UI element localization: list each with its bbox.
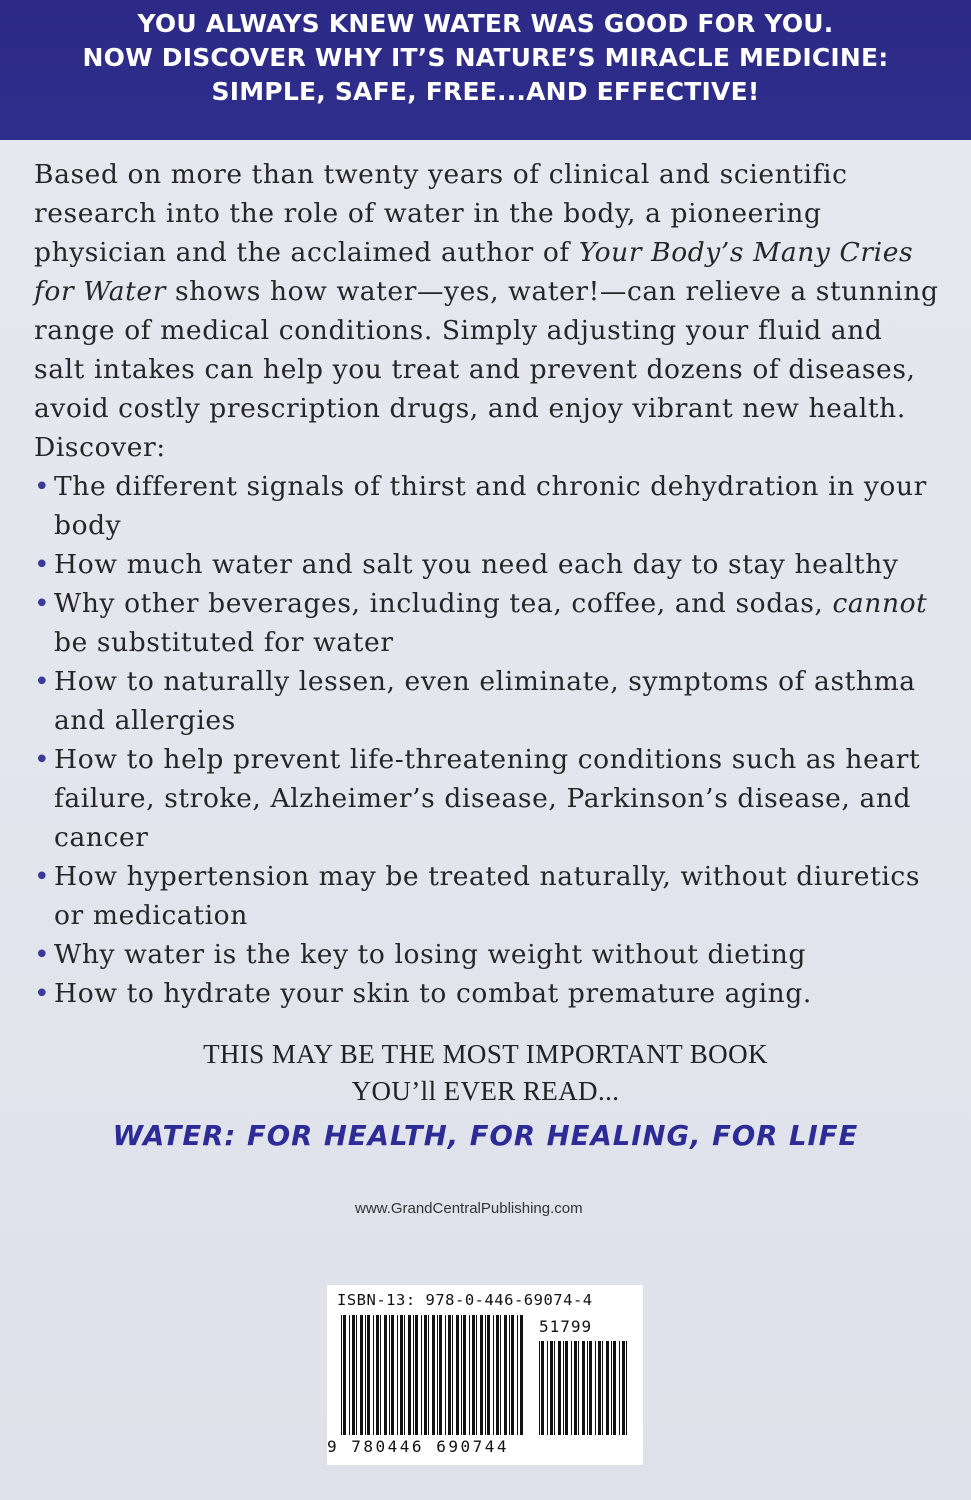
barcode-bar bbox=[408, 1315, 411, 1435]
barcode-bar bbox=[611, 1341, 612, 1435]
barcode-bar bbox=[469, 1315, 470, 1435]
barcode-bar bbox=[587, 1341, 588, 1435]
list-item bbox=[34, 584, 939, 662]
barcode-bar bbox=[520, 1315, 523, 1435]
bullet-icon: • bbox=[34, 861, 51, 892]
barcode-bar bbox=[376, 1315, 379, 1435]
barcode-bar bbox=[343, 1315, 346, 1435]
banner-line-3: SIMPLE, SAFE, FREE...AND EFFECTIVE! bbox=[211, 77, 760, 106]
barcode-bar bbox=[452, 1315, 453, 1435]
barcode-bar bbox=[606, 1341, 609, 1435]
barcode-bar bbox=[622, 1341, 625, 1435]
barcode-bar bbox=[397, 1315, 398, 1435]
price-code: 51799 bbox=[539, 1317, 593, 1336]
bullet-icon: • bbox=[34, 588, 51, 619]
barcode-bar bbox=[487, 1315, 490, 1435]
barcode-bar bbox=[400, 1315, 403, 1435]
list-item-text: be substituted for water bbox=[54, 627, 394, 658]
barcode-bar bbox=[349, 1315, 350, 1435]
header-banner bbox=[0, 0, 971, 140]
barcode-bar bbox=[493, 1315, 494, 1435]
barcode-bar bbox=[589, 1341, 592, 1435]
tagline: WATER: FOR HEALTH, FOR HEALING, FOR LIFE bbox=[112, 1120, 859, 1152]
list-item-text: Why other beverages, including tea, coffee, and sodas, bbox=[54, 588, 833, 619]
barcode-bar bbox=[472, 1315, 475, 1435]
closing-statement bbox=[0, 1036, 971, 1110]
barcode-bar bbox=[582, 1341, 585, 1435]
list-item-text: Why water is the key to losing weight without dieting bbox=[54, 939, 807, 970]
barcode-panel bbox=[327, 1285, 643, 1465]
barcode-bar bbox=[626, 1341, 627, 1435]
barcode-bar bbox=[550, 1341, 553, 1435]
barcode-bar bbox=[365, 1315, 366, 1435]
barcode-bar bbox=[619, 1341, 620, 1435]
barcode-bar bbox=[356, 1315, 357, 1435]
closing-line-2: YOU’ll EVER READ... bbox=[351, 1076, 620, 1106]
barcode-bar bbox=[461, 1315, 462, 1435]
price-barcode-bars bbox=[539, 1341, 627, 1435]
bullet-icon: • bbox=[34, 549, 51, 580]
list-item bbox=[34, 857, 939, 935]
list-item-text: How to hydrate your skin to combat premature aging. bbox=[54, 978, 812, 1009]
book-title-reference: Your Body’s Many Cries for Water bbox=[34, 237, 914, 307]
barcode-bar bbox=[554, 1341, 555, 1435]
barcode-bar bbox=[509, 1315, 510, 1435]
barcode-bar bbox=[485, 1315, 486, 1435]
list-item-text: How hypertension may be treated naturally, without diuretics or medication bbox=[54, 861, 921, 931]
ean-barcode-bars bbox=[341, 1315, 523, 1435]
intro-text-2: shows how water—yes, water!—can relieve a stunning range of medical conditions. Simply adjusting your fluid and salt intakes can help you treat and prevent dozens of diseases, avoid costly prescription drugs, and enjoy vibrant new health. Discover: bbox=[34, 276, 939, 463]
bullet-icon: • bbox=[34, 666, 51, 697]
intro-text-1: Based on more than twenty years of clinical and scientific research into the role of water in the body, a pioneering physician and the acclaimed author of bbox=[34, 159, 848, 268]
list-item-text: How much water and salt you need each day to stay healthy bbox=[54, 549, 899, 580]
bullet-icon: • bbox=[34, 744, 51, 775]
banner-line-1: YOU ALWAYS KNEW WATER WAS GOOD FOR YOU. bbox=[137, 9, 834, 38]
barcode-bar bbox=[432, 1315, 435, 1435]
barcode-bar bbox=[480, 1315, 483, 1435]
barcode-bar bbox=[389, 1315, 390, 1435]
isbn-digits: 9 780446 690744 bbox=[327, 1437, 509, 1456]
intro-paragraph bbox=[34, 155, 939, 467]
barcode-bar bbox=[563, 1341, 564, 1435]
barcode-bar bbox=[380, 1315, 381, 1435]
list-item-text: The different signals of thirst and chronic dehydration in your body bbox=[54, 471, 927, 541]
barcode-bar bbox=[404, 1315, 405, 1435]
barcode-bar bbox=[558, 1341, 561, 1435]
publisher-url[interactable]: www.GrandCentralPublishing.com bbox=[355, 1200, 583, 1217]
barcode-bar bbox=[384, 1315, 387, 1435]
barcode-bar bbox=[437, 1315, 438, 1435]
barcode-bar bbox=[541, 1341, 544, 1435]
list-item-text: How to help prevent life-threatening conditions such as heart failure, stroke, Alzheimer’s disease, Parkinson’s disease, and cancer bbox=[54, 744, 921, 853]
barcode-bar bbox=[360, 1315, 363, 1435]
barcode-bar bbox=[456, 1315, 459, 1435]
closing-line-1: THIS MAY BE THE MOST IMPORTANT BOOK bbox=[203, 1039, 768, 1069]
list-item-text: How to naturally lessen, even eliminate, symptoms of asthma and allergies bbox=[54, 666, 916, 736]
barcode-bar bbox=[428, 1315, 429, 1435]
barcode-bar bbox=[373, 1315, 374, 1435]
barcode-bar bbox=[571, 1341, 572, 1435]
list-item bbox=[34, 935, 939, 974]
barcode-bar bbox=[391, 1315, 394, 1435]
barcode-bar bbox=[598, 1341, 601, 1435]
barcode-bar bbox=[574, 1341, 577, 1435]
barcode-bar bbox=[547, 1341, 548, 1435]
benefits-list bbox=[34, 467, 939, 1013]
barcode-bar bbox=[445, 1315, 446, 1435]
bullet-icon: • bbox=[34, 471, 51, 502]
barcode-bar bbox=[595, 1341, 596, 1435]
barcode-bar bbox=[424, 1315, 427, 1435]
list-item bbox=[34, 662, 939, 740]
list-item bbox=[34, 974, 939, 1013]
barcode-bar bbox=[439, 1315, 442, 1435]
list-item bbox=[34, 545, 939, 584]
banner-line-2: NOW DISCOVER WHY IT’S NATURE’S MIRACLE MEDICINE: bbox=[82, 43, 889, 72]
barcode-bar bbox=[413, 1315, 414, 1435]
barcode-bar bbox=[367, 1315, 370, 1435]
barcode-bar bbox=[463, 1315, 466, 1435]
description-body bbox=[34, 155, 939, 1013]
list-item-emphasis: cannot bbox=[832, 588, 928, 619]
barcode-bar bbox=[565, 1341, 568, 1435]
barcode-bar bbox=[602, 1341, 603, 1435]
barcode-bar bbox=[517, 1315, 518, 1435]
barcode-bar bbox=[476, 1315, 477, 1435]
barcode-bar bbox=[448, 1315, 451, 1435]
barcode-bar bbox=[539, 1341, 540, 1435]
barcode-bar bbox=[341, 1315, 342, 1435]
bullet-icon: • bbox=[34, 978, 51, 1009]
bullet-icon: • bbox=[34, 939, 51, 970]
barcode-bar bbox=[511, 1315, 514, 1435]
barcode-bar bbox=[504, 1315, 507, 1435]
barcode-bar bbox=[578, 1341, 579, 1435]
list-item bbox=[34, 467, 939, 545]
list-item bbox=[34, 740, 939, 857]
barcode-bar bbox=[421, 1315, 422, 1435]
isbn-label: ISBN-13: 978-0-446-69074-4 bbox=[337, 1291, 593, 1309]
barcode-bar bbox=[415, 1315, 418, 1435]
barcode-bar bbox=[500, 1315, 501, 1435]
barcode-bar bbox=[496, 1315, 499, 1435]
barcode-bar bbox=[613, 1341, 616, 1435]
barcode-bar bbox=[352, 1315, 355, 1435]
